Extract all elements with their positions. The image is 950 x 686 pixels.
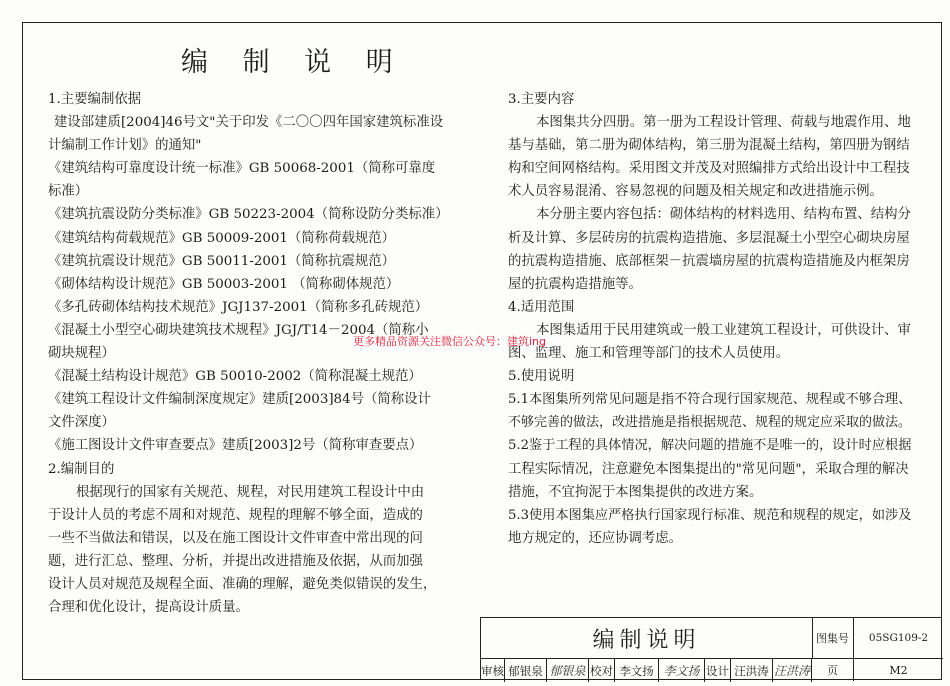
text-line: 不够完善的做法，改进措施是指根据规范、规程的规定应采取的做法。 [508,415,912,431]
text-line: 本分册主要内容包括：砌体结构的材料选用、结构布置、结构分 [536,207,911,223]
right-text-column [508,88,913,550]
text-line: 屋的抗震构造措施等。 [508,276,642,292]
text-line: 根据现行的国家有关规范、规程，对民用建筑工程设计中由 [76,484,425,500]
text-line: 2.编制目的 [48,461,115,477]
text-line: 措施，不宜拘泥于本图集提供的改进方案。 [508,484,763,500]
left-text-column [48,88,460,619]
designer-name: 汪洪涛 [731,659,773,682]
text-line: 文件深度） [48,415,115,431]
page-number: M2 [854,658,943,681]
text-line: 地方规定的，还应协调考虑。 [508,530,683,546]
text-line: 术人员容易混淆、容易忽视的问题及相关规定和改进措施示例。 [508,184,883,200]
text-line: 3.主要内容 [508,92,575,107]
text-line: 设计人员对规范及规程全面、准确的理解，避免类似错误的发生， [48,576,437,592]
text-line: 《建筑结构荷载规范》GB 50009-2001（简称荷载规范） [48,230,396,246]
checker-signature: 李文扬 [659,659,705,682]
text-line: 5.2鉴于工程的具体情况，解决问题的措施不是唯一的，设计时应根据 [508,438,912,454]
text-line: 《建筑结构可靠度设计统一标准》GB 50068-2001（简称可靠度 [48,161,436,177]
text-line: 《混凝土结构设计规范》GB 50010-2002（简称混凝土规范） [48,369,422,385]
text-line: 图、监理、施工和管理等部门的技术人员使用。 [508,346,790,362]
atlas-number-label: 图集号 [812,618,854,658]
check-label: 校对 [589,659,615,682]
text-line: 于设计人员的考虑不周和对规范、规程的理解不够全面，造成的 [48,507,423,523]
title-block-name: 编制说明 [481,618,813,658]
page-label: 页 [812,658,854,681]
text-line: 构和空间网格结构。采用图文并茂及对照编排方式给出设计中工程技 [508,161,910,177]
text-line: 析及计算、多层砖房的抗震构造措施、多层混凝土小型空心砌块房屋 [508,230,910,246]
text-line: 5.3使用本图集应严格执行国家现行标准、规范和规程的规定，如涉及 [508,507,912,523]
atlas-number: 05SG109-2 [868,632,929,644]
text-line: 基与基础，第二册为砌体结构，第三册为混凝土结构，第四册为钢结 [508,138,910,154]
text-line: 《建筑抗震设防分类标准》GB 50223-2004（简称设防分类标准） [48,207,449,223]
checker-name: 李文扬 [615,659,659,682]
text-line: 《混凝土小型空心砌块建筑技术规程》JGJ/T14－2004（简称小 [48,322,429,338]
designer-signature: 汪洪涛 [773,659,812,682]
review-label: 审核 [481,659,505,682]
text-line: 5.使用说明 [508,369,575,385]
text-line: 题，进行汇总、整理、分析，并提出改进措施及依据，从而加强 [48,553,423,569]
text-line: 《砌体结构设计规范》GB 50003-2001 （简称砌体规范） [48,276,400,292]
text-line: 5.1本图集所列常见问题是指不符合现行国家规范、规程或不够合理、 [508,392,912,408]
text-line: 砌块规程） [48,346,115,362]
text-line: 4.适用范围 [508,299,575,315]
text-line: 计编制工作计划》的通知" [48,138,202,154]
text-line: 《建筑抗震设计规范》GB 50011-2001（简称抗震规范） [48,253,396,269]
text-line: 本图集共分四册。第一册为工程设计管理、荷载与地震作用、地 [536,115,911,131]
text-line: 《多孔砖砌体结构技术规范》JGJ137-2001（简称多孔砖规范） [48,299,429,315]
text-line: 1.主要编制依据 [48,92,142,107]
text-line: 合理和优化设计，提高设计质量。 [48,600,249,616]
text-line: 工程实际情况，注意避免本图集提出的"常见问题"，采取合理的解决 [508,461,909,477]
document-title: 编 制 说 明 [181,47,406,78]
design-label: 设计 [705,659,731,682]
title-block [480,617,942,680]
text-line: 本图集适用于民用建筑或一般工业建筑工程设计，可供设计、审 [536,322,911,338]
text-line: 建设部建质[2004]46号文"关于印发《二〇〇四年国家建筑标准设 [54,115,444,131]
text-line: 一些不当做法和错误，以及在施工图设计文件审查中常出现的问 [48,530,423,546]
text-line: 《建筑工程设计文件编制深度规定》建质[2003]84号（简称设计 [48,392,431,408]
reviewer-signature: 郁银泉 [547,659,589,682]
watermark-text: 更多精品资源关注微信公众号：建筑ing [353,335,547,348]
text-line: 《施工图设计文件审查要点》建质[2003]2号（简称审查要点） [48,438,423,454]
text-line: 标准） [48,184,89,200]
reviewer-name: 郁银泉 [505,659,547,682]
text-line: 的抗震构造措施、底部框架－抗震墙房屋的抗震构造措施及内框架房 [508,253,910,269]
